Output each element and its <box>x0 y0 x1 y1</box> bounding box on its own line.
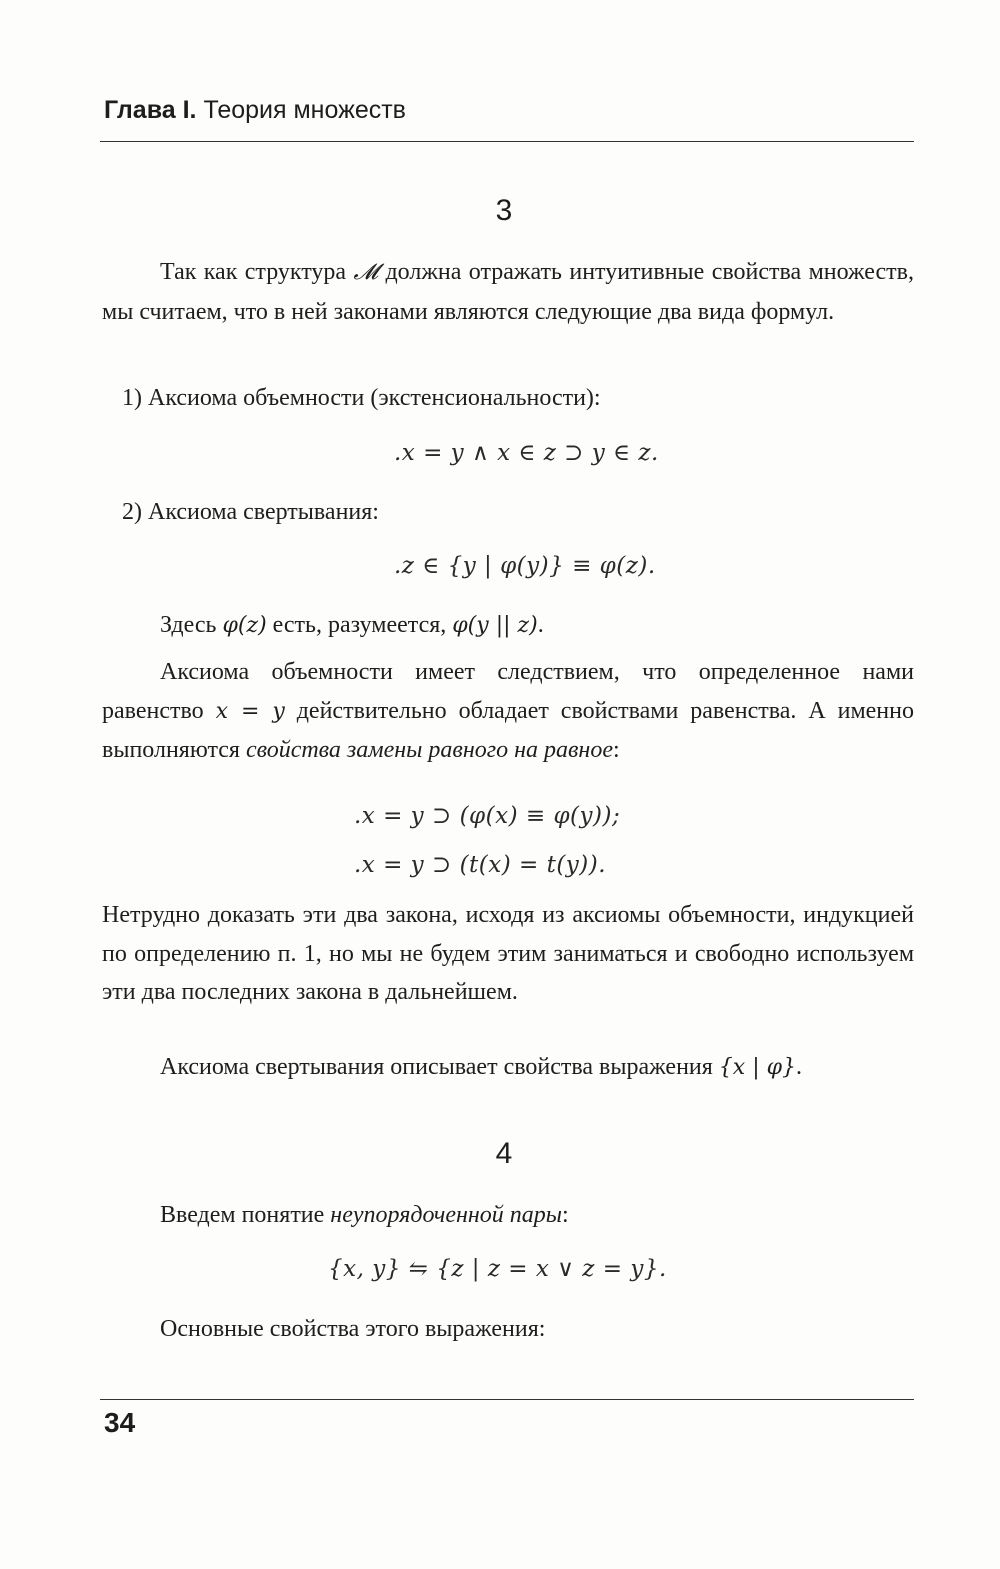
note-math-1: φ(z) <box>222 613 267 638</box>
note-math-2: φ(y || z) <box>452 613 538 638</box>
footer-rule <box>100 1399 914 1400</box>
paragraph-pair-intro: Введем понятие неупорядоченной пары: <box>160 1202 569 1228</box>
paragraph-extensionality: Аксиома объемности имеет следствием, что определенное нами равенство x = y действительно обладает свойствами равенства. А именно выполняются свойства замены равного на равное: <box>102 659 914 763</box>
chapter-label: Глава I. <box>104 96 197 124</box>
substitution-formula-2: .x = y ⊃ (t(x) = t(y)). <box>354 852 607 878</box>
chapter-title: Теория множеств <box>203 96 406 124</box>
paragraph-comprehension: Аксиома свертывания описывает свойства выражения {x | φ}. <box>160 1054 803 1080</box>
pair-formula: {x, y} ⇋ {z | z = x ∨ z = y}. <box>328 1256 667 1282</box>
page-number: 34 <box>104 1407 136 1438</box>
running-head <box>104 96 406 125</box>
section-number-3: 3 <box>495 194 513 227</box>
equality-math: x = y <box>215 698 285 724</box>
axiom-2-formula: .z ∈ {y | φ(y)} ≡ φ(z). <box>394 553 656 579</box>
comprehension-math: {x | φ} <box>718 1055 797 1080</box>
axiom-1-label: 1) Аксиома объемности (экстенсиональности): <box>122 385 601 411</box>
unordered-pair-term: неупорядоченной пары <box>330 1202 563 1228</box>
header-rule <box>100 141 914 142</box>
substitution-formula-1: .x = y ⊃ (φ(x) ≡ φ(y)); <box>354 803 621 829</box>
structure-symbol: 𝓜 <box>353 260 379 285</box>
axiom-2-label: 2) Аксиома свертывания: <box>122 499 379 525</box>
paragraph-proof-note: Нетрудно доказать эти два закона, исходя из аксиомы объемности, индукцией по определению п. 1, но мы не будем этим заниматься и свободно используем эти два последних закона в дальнейшем. <box>102 902 914 1005</box>
substitution-term: свойства замены равного на равное <box>245 737 613 763</box>
paragraph-note: Здесь φ(z) есть, разумеется, φ(y || z). <box>160 612 544 638</box>
axiom-1-formula: .x = y ∧ x ∈ z ⊃ y ∈ z. <box>394 440 659 466</box>
paragraph-properties: Основные свойства этого выражения: <box>160 1316 546 1342</box>
paragraph-structure-intro: Так как структура 𝓜 должна отражать интуитивные свойства множеств, мы считаем, что в ней законами являются следующие два вида формул. <box>102 259 914 325</box>
section-number-4: 4 <box>495 1137 513 1170</box>
